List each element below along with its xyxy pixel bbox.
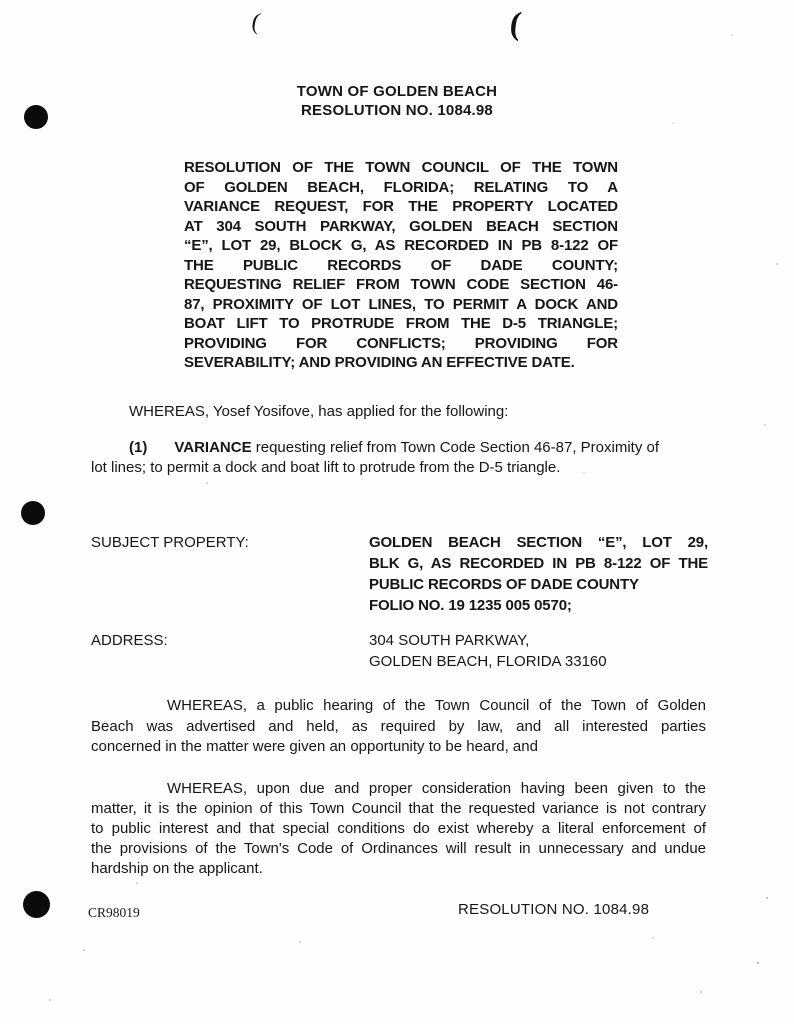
- paragraph-line: to public interest and that special conditions do exist whereby a literal enforcement of: [91, 820, 706, 837]
- paragraph-line: concerned in the matter were given an opportunity to be heard, and: [91, 738, 538, 755]
- subject-property-value: [369, 532, 708, 616]
- whereas-applied-paragraph: [91, 402, 706, 422]
- value-line: GOLDEN BEACH SECTION “E”, LOT 29,: [369, 534, 708, 551]
- paragraph-line: the provisions of the Town's Code of Ordinances will result in unnecessary and undue: [91, 840, 706, 857]
- caption-line: PROVIDING FOR CONFLICTS; PROVIDING FOR: [184, 334, 618, 352]
- paragraph-line: WHEREAS, Yosef Yosifove, has applied for the following:: [129, 403, 509, 420]
- caption-line: AT 304 SOUTH PARKWAY, GOLDEN BEACH SECTION: [184, 217, 618, 235]
- page-footer: [0, 900, 794, 922]
- caption-line: RESOLUTION OF THE TOWN COUNCIL OF THE TOWN: [184, 159, 618, 176]
- paragraph-line: Beach was advertised and held, as required by law, and all interested parties: [91, 717, 706, 735]
- title-resolution-number-line: RESOLUTION NO. 1084.98: [301, 102, 493, 119]
- caption-line: BOAT LIFT TO PROTRUDE FROM THE D-5 TRIANGLE;: [184, 315, 618, 332]
- paragraph-line: matter, it is the opinion of this Town Council that the requested variance is not contrary: [91, 800, 706, 817]
- caption-line: OF GOLDEN BEACH, FLORIDA; RELATING TO A: [184, 178, 618, 196]
- value-line: GOLDEN BEACH, FLORIDA 33160: [369, 653, 607, 670]
- paragraph-line: WHEREAS, upon due and proper consideration having been given to the: [167, 780, 706, 797]
- caption-line: VARIANCE REQUEST, FOR THE PROPERTY LOCATED: [184, 198, 618, 215]
- pen-mark-right: (: [507, 5, 524, 43]
- value-line: PUBLIC RECORDS OF DADE COUNTY: [369, 576, 639, 593]
- scan-noise-speckles: [0, 0, 2, 2]
- paragraph-line: hardship on the applicant.: [91, 860, 263, 877]
- paragraph-line: lot lines; to permit a dock and boat lift to protrude from the D-5 triangle.: [91, 459, 561, 476]
- variance-item-paragraph: [91, 438, 706, 478]
- footer-doc-code: CR98019: [88, 905, 140, 920]
- caption-line: REQUESTING RELIEF FROM TOWN CODE SECTION 46-: [184, 276, 618, 293]
- subject-property-label: SUBJECT PROPERTY:: [91, 534, 249, 551]
- caption-line: “E”, LOT 29, BLOCK G, AS RECORDED IN PB 8-122 OF: [184, 237, 618, 254]
- document-title: [0, 82, 794, 120]
- paragraph-line: WHEREAS, a public hearing of the Town Council of the Town of Golden: [167, 697, 706, 714]
- resolution-caption: [184, 158, 618, 373]
- caption-line: 87, PROXIMITY OF LOT LINES, TO PERMIT A DOCK AND: [184, 295, 618, 313]
- value-line: BLK G, AS RECORDED IN PB 8-122 OF THE: [369, 555, 708, 572]
- caption-line: THE PUBLIC RECORDS OF DADE COUNTY;: [184, 256, 618, 274]
- title-town-line: TOWN OF GOLDEN BEACH: [296, 83, 498, 100]
- hole-punch-dot: [21, 501, 45, 525]
- whereas-consideration-paragraph: [91, 779, 706, 879]
- whereas-hearing-paragraph: [91, 696, 706, 758]
- paragraph-line: [91, 438, 706, 458]
- address-value: [369, 630, 708, 672]
- variance-item-text: requesting relief from Town Code Section 46-87, Proximity of: [255, 439, 659, 456]
- value-line: FOLIO NO. 19 1235 005 0570;: [369, 597, 572, 614]
- address-label: ADDRESS:: [91, 632, 168, 649]
- value-line: 304 SOUTH PARKWAY,: [369, 632, 530, 649]
- pen-mark-left: (: [249, 8, 263, 36]
- variance-item-number: (1): [129, 439, 148, 456]
- caption-line: SEVERABILITY; AND PROVIDING AN EFFECTIVE DATE.: [184, 354, 575, 371]
- variance-item-label: VARIANCE: [174, 439, 252, 456]
- footer-resolution-number: RESOLUTION NO. 1084.98: [458, 901, 650, 918]
